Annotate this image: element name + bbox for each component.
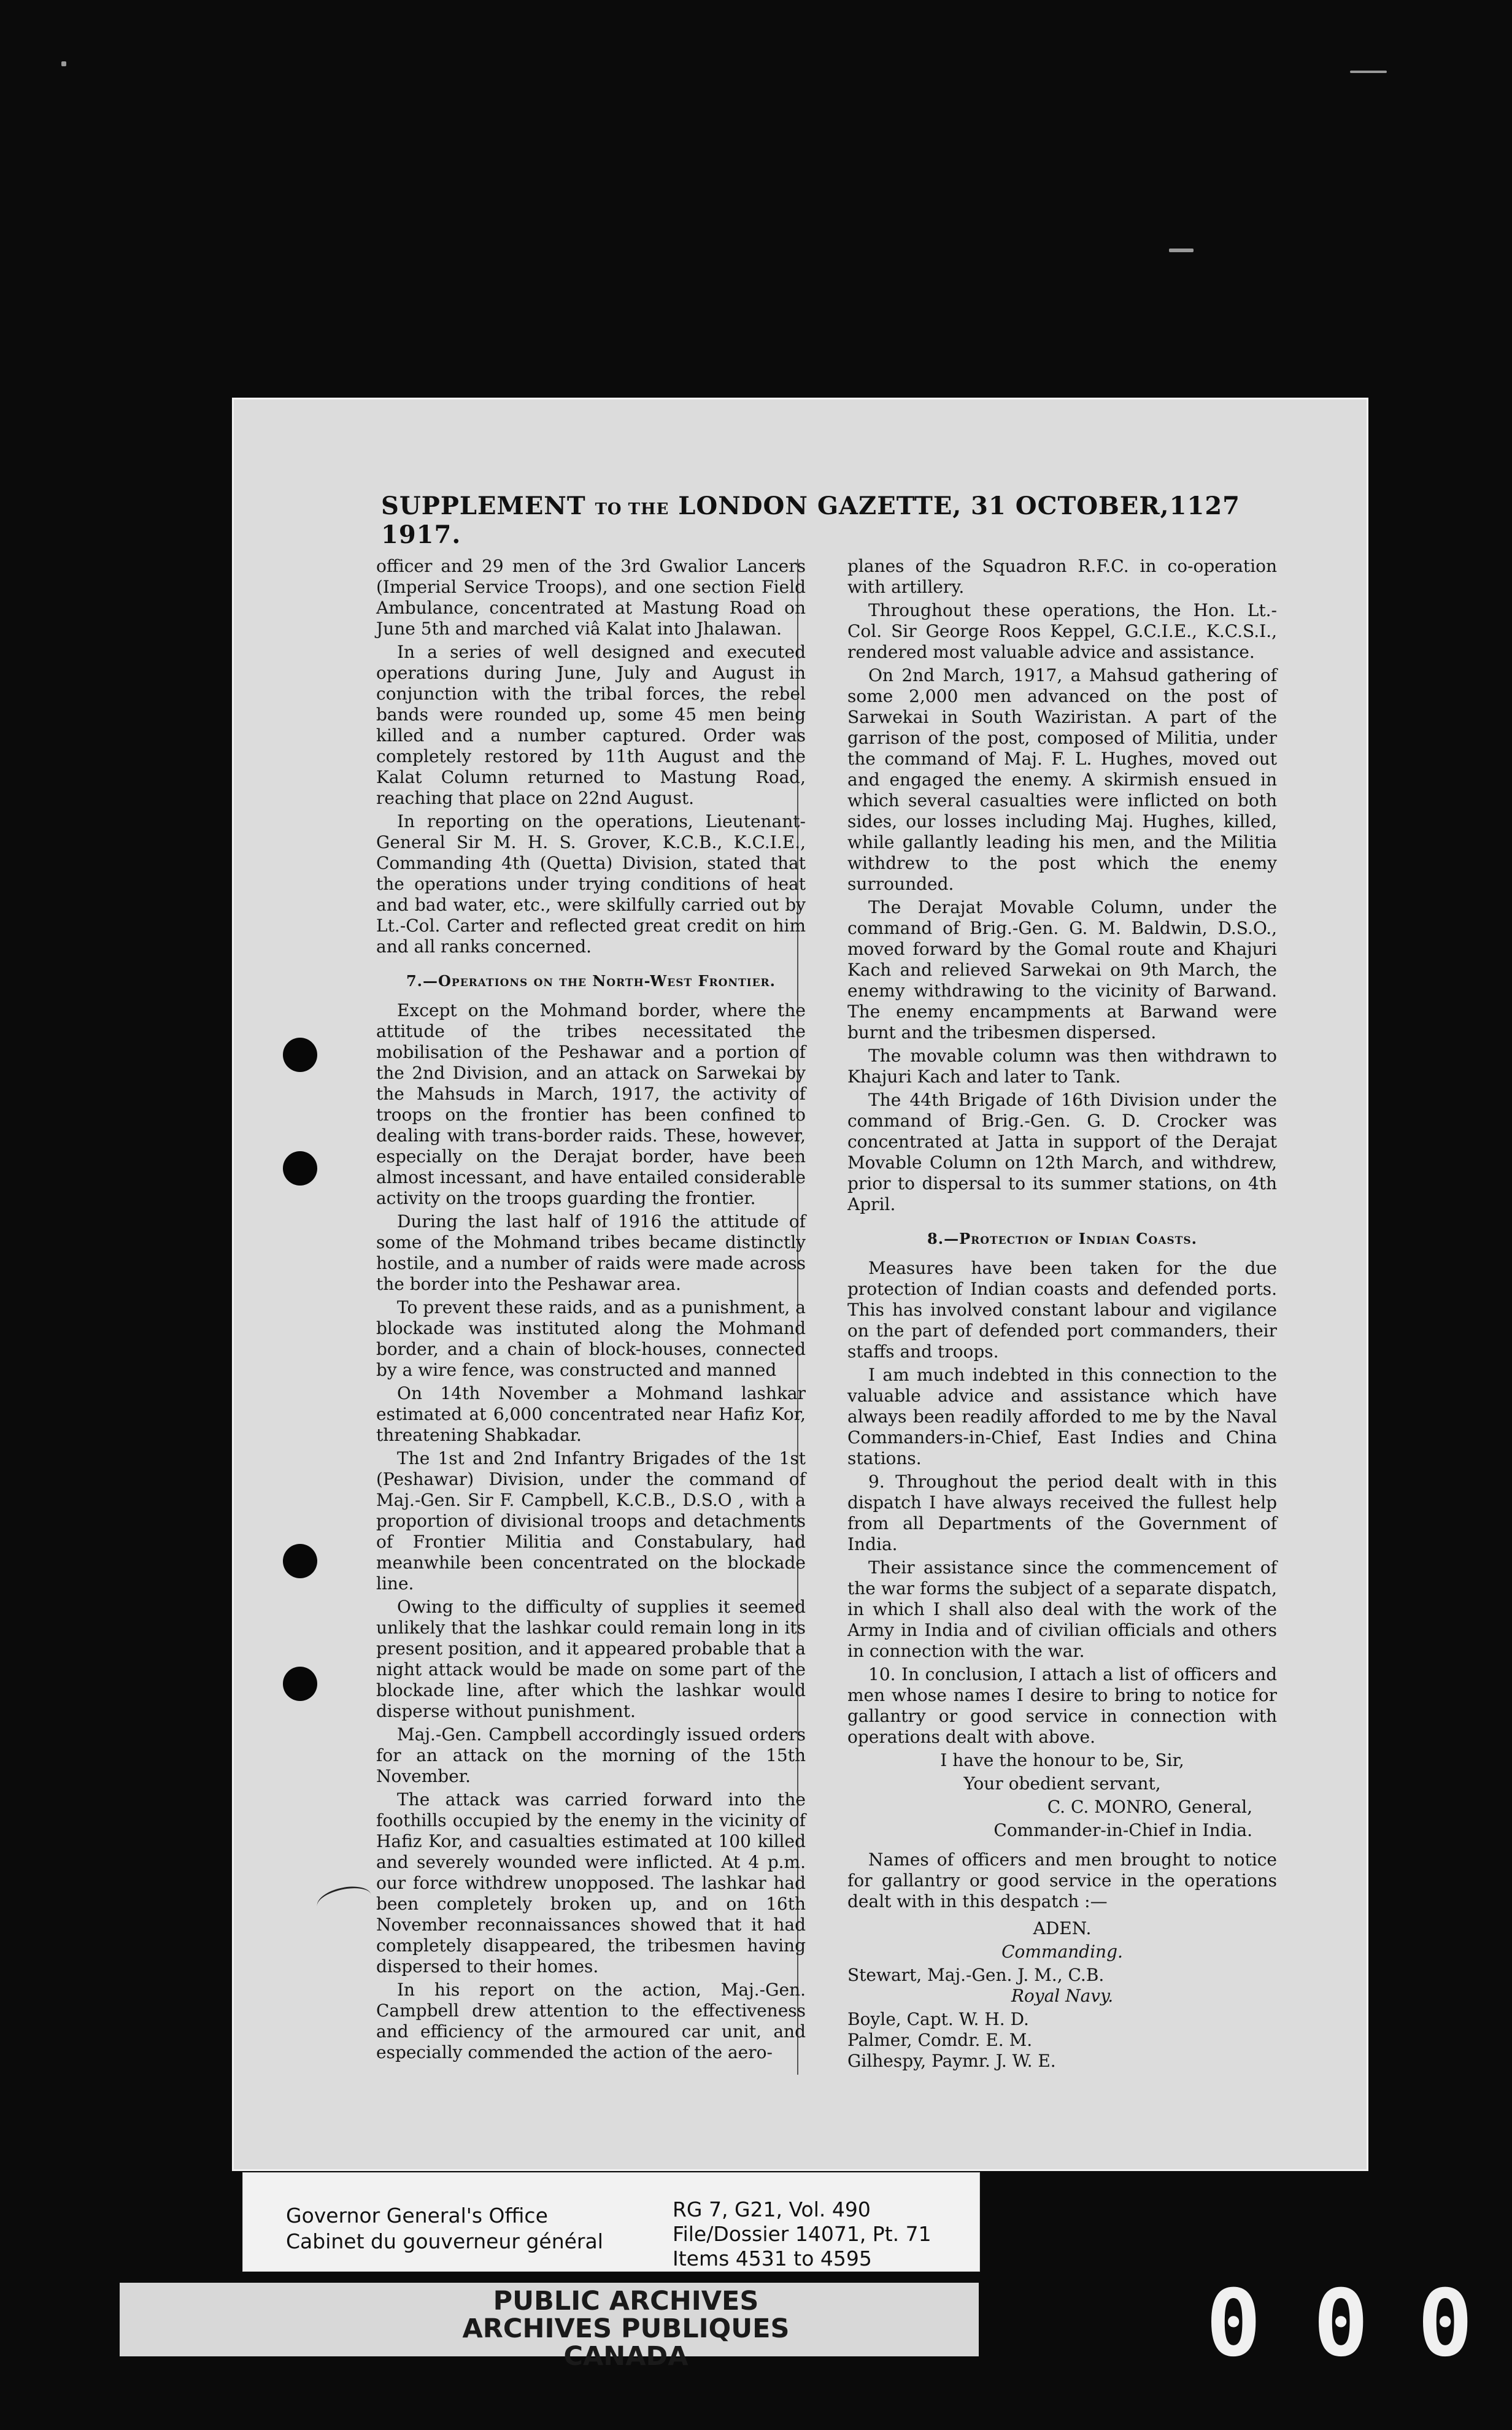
paragraph: The movable column was then withdrawn to Khajuri Kach and later to Tank. <box>847 1046 1277 1087</box>
paragraph: Throughout these operations, the Hon. Lt.-Col. Sir George Roos Keppel, G.C.I.E., K.C.S.I., rendered most valuable advice and assistance. <box>847 600 1277 662</box>
right-column <box>847 556 1277 2072</box>
paragraph: officer and 29 men of the 3rd Gwalior Lancers (Imperial Service Troops), and one section Field Ambulance, concentrated at Mastung Road on June 5th and marched viâ Kalat into Jhalawan. <box>376 556 806 639</box>
paragraph: On 2nd March, 1917, a Mahsud gathering of some 2,000 men advanced on the post of Sarwekai in South Waziristan. A part of the garrison of the post, composed of Militia, under the command of Maj. F. L. Hughes, moved out and engaged the enemy. A skirmish ensued in which several casualties were inflicted on both sides, our losses including Maj. Hughes, killed, while gallantly leading his men, and the Militia withdrew to the post which the enemy surrounded. <box>847 665 1277 894</box>
section-heading: 7.—Operations on the North-West Frontier. <box>406 972 776 990</box>
paragraph: Except on the Mohmand border, where the attitude of the tribes necessitated the mobilisation of the Peshawar and a portion of the 2nd Division, and an attack on Sarwekai by the Mahsuds in March, 1917, the activity of troops on the frontier has been confined to dealing with trans-border raids. These, however, especially on the Derajat border, have been almost incessant, and have entailed considerable activity on the troops guarding the frontier. <box>376 1000 806 1208</box>
punch-hole <box>283 1151 317 1186</box>
item-range: Items 4531 to 4595 <box>673 2247 872 2270</box>
paragraph: In a series of well designed and executed operations during June, July and August in conjunction with the tribal forces, the rebel bands were rounded up, some 45 men being killed and a number captured. Order was completely restored by 11th August and the Kalat Column returned to Mastung Road, reaching that place on 22nd August. <box>376 642 806 808</box>
paragraph: 9. Throughout the period dealt with in this dispatch I have always received the fullest help from all Departments of the Government of India. <box>847 1472 1277 1554</box>
list-item: Gilhespy, Paymr. J. W. E. <box>847 2051 1056 2071</box>
header-title: LONDON GAZETTE, 31 OCTOBER, 1917. <box>381 492 1170 549</box>
closing-line: I have the honour to be, Sir, <box>940 1750 1184 1770</box>
paragraph: Maj.-Gen. Campbell accordingly issued orders for an attack on the morning of the 15th November. <box>376 1724 806 1786</box>
paragraph: In his report on the action, Maj.-Gen. Campbell drew attention to the effectiveness and efficiency of the armoured car unit, and especially commended the action of the aero- <box>376 1980 806 2062</box>
file-number: File/Dossier 14071, Pt. 71 <box>673 2222 932 2246</box>
paragraph: I am much indebted in this connection to the valuable advice and assistance which have always been readily afforded to me by the Naval Commanders-in-Chief, East Indies and China stations. <box>847 1365 1277 1468</box>
list-item: Palmer, Comdr. E. M. <box>847 2030 1033 2050</box>
page-header <box>381 492 1240 549</box>
office-english: Governor General's Office <box>286 2204 548 2228</box>
left-column <box>376 556 806 2066</box>
stamp-line: ARCHIVES PUBLIQUES <box>462 2313 790 2344</box>
frame-digit: 0 <box>1206 2270 1262 2377</box>
paragraph: The attack was carried forward into the foothills occupied by the enemy in the vicinity of Hafiz Kor, and casualties estimated at 100 killed and severely wounded were inflicted. At 4 p.m. our force withdrew unopposed. The lashkar had been completely broken up, and on 16th November reconnaissances showed that it had completely disappeared, the tribesmen having dispersed to their homes. <box>376 1789 806 1977</box>
signature-title: Commander-in-Chief in India. <box>993 1820 1252 1840</box>
paragraph: Measures have been taken for the due protection of Indian coasts and defended ports. This has involved constant labour and vigilance on the part of defended port commanders, their staffs and troops. <box>847 1258 1277 1362</box>
header-supplement: SUPPLEMENT <box>381 492 586 520</box>
header-to-the: TO THE <box>595 500 669 519</box>
pen-mark <box>315 1882 374 1919</box>
scan-speck <box>1169 249 1194 252</box>
paragraph: In reporting on the operations, Lieutenant-General Sir M. H. S. Grover, K.C.B., K.C.I.E., Commanding 4th (Quetta) Division, stated that the operations under trying conditions of heat and bad water, etc., were skilfully carried out by Lt.-Col. Carter and reflected great credit on him and all ranks concerned. <box>376 811 806 957</box>
paragraph: To prevent these raids, and as a punishment, a blockade was instituted along the Mohmand border, and a chain of block-houses, connected by a wire fence, was constructed and manned <box>376 1297 806 1380</box>
frame-digit: 0 <box>1313 2270 1369 2377</box>
list-subheading: Commanding. <box>1001 1942 1123 1962</box>
archives-stamp <box>417 2288 835 2370</box>
frame-digit: 0 <box>1418 2270 1473 2377</box>
paragraph: Owing to the difficulty of supplies it seemed unlikely that the lashkar could remain long in its present position, and it appeared probable that a night attack would be made on some part of the blockade line, after which the lashkar would disperse without punishment. <box>376 1597 806 1721</box>
scan-speck <box>1350 71 1387 73</box>
list-heading: ADEN. <box>1033 1918 1092 1938</box>
list-subheading: Royal Navy. <box>1011 1986 1114 2006</box>
section-heading: 8.—Protection of Indian Coasts. <box>927 1230 1197 1248</box>
gazette-page <box>232 398 1368 2171</box>
record-group: RG 7, G21, Vol. 490 <box>673 2197 871 2221</box>
paragraph: On 14th November a Mohmand lashkar estimated at 6,000 concentrated near Hafiz Kor, threatening Shabkadar. <box>376 1383 806 1445</box>
paragraph: planes of the Squadron R.F.C. in co-operation with artillery. <box>847 556 1277 597</box>
page-number: 1127 <box>1169 492 1240 520</box>
paragraph: During the last half of 1916 the attitude of some of the Mohmand tribes became distinctly hostile, and a number of raids were made across the border into the Peshawar area. <box>376 1211 806 1294</box>
paragraph: 10. In conclusion, I attach a list of officers and men whose names I desire to bring to notice for gallantry or good service in connection with operations dealt with above. <box>847 1664 1277 1747</box>
paragraph: The 1st and 2nd Infantry Brigades of the 1st (Peshawar) Division, under the command of Maj.-Gen. Sir F. Campbell, K.C.B., D.S.O , with a proportion of divisional troops and detachments of Frontier Militia and Constabulary, had meanwhile been concentrated on the blockade line. <box>376 1448 806 1594</box>
list-item: Stewart, Maj.-Gen. J. M., C.B. <box>847 1965 1105 1985</box>
punch-hole <box>283 1038 317 1072</box>
stamp-line: PUBLIC ARCHIVES <box>493 2286 759 2316</box>
office-french: Cabinet du gouverneur général <box>286 2229 603 2253</box>
closing-line: Your obedient servant, <box>963 1773 1161 1794</box>
signature-name: C. C. MONRO, General, <box>1047 1797 1252 1817</box>
punch-hole <box>283 1667 317 1701</box>
stamp-line: CANADA <box>563 2341 688 2372</box>
scan-speck <box>61 61 66 66</box>
archive-label <box>242 2172 980 2272</box>
paragraph: The 44th Brigade of 16th Division under the command of Brig.-Gen. G. D. Crocker was concentrated at Jatta in support of the Derajat Movable Column on 12th March, and withdrew, prior to dispersal to its summer stations, on 4th April. <box>847 1090 1277 1214</box>
paragraph: The Derajat Movable Column, under the command of Brig.-Gen. G. M. Baldwin, D.S.O., moved forward by the Gomal route and Khajuri Kach and relieved Sarwekai on 9th March, the enemy withdrawing to the vicinity of Barwand. The enemy encampments at Barwand were burnt and the tribesmen dispersed. <box>847 897 1277 1043</box>
list-item: Boyle, Capt. W. H. D. <box>847 2009 1029 2029</box>
paragraph: Their assistance since the commencement of the war forms the subject of a separate dispatch, in which I shall also deal with the work of the Army in India and of civilian officials and others in connection with the war. <box>847 1557 1277 1661</box>
punch-hole <box>283 1544 317 1578</box>
paragraph: Names of officers and men brought to notice for gallantry or good service in the operations dealt with in this despatch :— <box>847 1850 1277 1911</box>
